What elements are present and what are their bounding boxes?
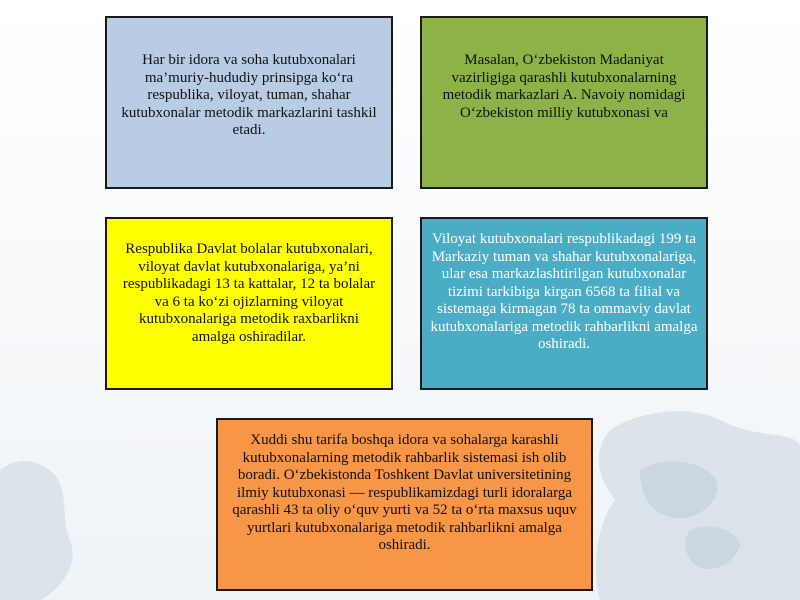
info-box-green <box>420 16 708 189</box>
info-box-yellow <box>105 217 393 390</box>
info-box-teal <box>420 217 708 390</box>
info-box-yellow-text: Respublika Davlat bolalar kutubxonalari, viloyat davlat kutubxonalariga, ya’ni respublikadagi 13 ta kattalar, 12 ta bolalar va 6 ta ko‘zi ojizlarning viloyat kutubxonalariga metodik raxbarlikni amalga oshiradilar. <box>122 241 376 345</box>
info-box-teal-text: Viloyat kutubxonalari respublikadagi 199 ta Markaziy tuman va shahar kutubxonalariga, ular esa markazlashtirilgan kutubxonalar tizimi tarkibiga kirgan 6568 ta filial va sistemaga kirmagan 78 ta ommaviy davlat kutubxonalariga metodik rahbarlikni amalga oshiradi. <box>430 231 698 352</box>
info-box-orange <box>216 418 593 591</box>
info-box-orange-text: Xuddi shu tarifa boshqa idora va sohalarga karashli kutubxonalarning metodik rahbarlik sistemasi ish olib boradi. O‘zbekistonda Toshkent Davlat universitetining ilmiy kutubxonasi — respublikamizdagi turli idoralarga qarashli 43 ta oliy o‘quv yurti va 52 ta o‘rta maxsus uquv yurtlari kutubxonalariga metodik rahbarlikni amalga oshiradi. <box>232 432 577 553</box>
info-box-green-text: Masalan, O‘zbekiston Madaniyat vazirligiga qarashli kutubxonalarning metodik markazlari A. Navoiy nomidagi O‘zbekiston milliy kutubxonasi va <box>442 52 686 121</box>
info-box-blue-text: Har bir idora va soha kutubxonalari ma’muriy-hududiy prinsipga ko‘ra respublika, viloyat, tuman, shahar kutubxonalar metodik markazlarini tashkil etadi. <box>121 52 377 138</box>
info-box-blue <box>105 16 393 189</box>
